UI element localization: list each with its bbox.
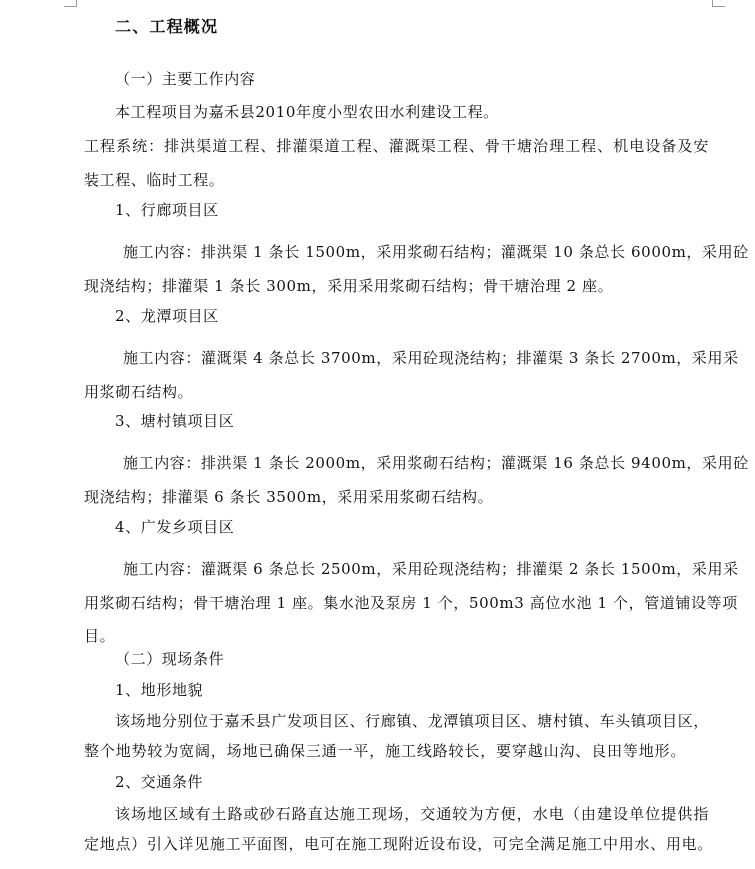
traffic-line-2: 定地点）引入详见施工平面图，电可在施工现附近设布设，可完全满足施工中用水、用电。: [84, 835, 713, 853]
area-guangfa-line-2: 用浆砌石结构；骨干塘治理 1 座。集水池及泵房 1 个，500m3 高位水池 1 个，管道铺设等项: [84, 594, 738, 612]
area-title-longtan: 2、龙潭项目区: [115, 307, 219, 325]
area-longtan-line-2: 用浆砌石结构。: [84, 383, 194, 401]
area-tangcun-line-2: 现浇结构；排灌渠 6 条长 3500m，采用采用浆砌石结构。: [84, 488, 494, 506]
area-longtan-line-1: 施工内容：灌溉渠 4 条总长 3700m，采用砼现浇结构；排灌渠 3 条长 2700m，采用采: [123, 349, 739, 367]
area-title-tangcun: 3、塘村镇项目区: [115, 412, 235, 430]
system-text-line-2: 装工程、临时工程。: [84, 171, 225, 189]
area-title-xinglang: 1、行廊项目区: [115, 201, 219, 219]
area-guangfa-line-3: 目。: [84, 627, 116, 645]
terrain-line-1: 该场地分别位于嘉禾县广发项目区、行廊镇、龙潭镇项目区、塘村镇、车头镇项目区，: [115, 712, 709, 730]
page-corner-mark-right: [712, 0, 725, 7]
terrain-line-2: 整个地势较为宽阔，场地已确保三通一平，施工线路较长，要穿越山沟、良田等地形。: [84, 742, 686, 760]
traffic-title: 2、交通条件: [115, 773, 204, 791]
system-text-line-1: 工程系统：排洪渠道工程、排灌渠道工程、灌溉渠工程、骨干塘治理工程、机电设备及安: [84, 137, 709, 155]
area-guangfa-line-1: 施工内容：灌溉渠 6 条总长 2500m，采用砼现浇结构；排灌渠 2 条长 1500m，采用采: [123, 560, 739, 578]
area-xinglang-line-2: 现浇结构；排灌渠 1 条长 300m，采用采用浆砌石结构；骨干塘治理 2 座。: [84, 277, 614, 295]
project-intro-text: 本工程项目为嘉禾县2010年度小型农田水利建设工程。: [115, 103, 499, 121]
page-corner-mark-left: [64, 0, 77, 7]
area-xinglang-line-1: 施工内容：排洪渠 1 条长 1500m，采用浆砌石结构；灌溉渠 10 条总长 6000m，采用砼: [123, 243, 749, 261]
section-main-work-title: （一）主要工作内容: [115, 70, 256, 88]
heading-engineering-overview: 二、工程概况: [115, 17, 219, 36]
traffic-line-1: 该场地区域有土路或砂石路直达施工现场，交通较为方便，水电（由建设单位提供指: [115, 805, 709, 823]
area-title-guangfa: 4、广发乡项目区: [115, 518, 235, 536]
area-tangcun-line-1: 施工内容：排洪渠 1 条长 2000m，采用浆砌石结构；灌溉渠 16 条总长 9400m，采用砼: [123, 454, 749, 472]
section-site-conditions-title: （二）现场条件: [115, 650, 225, 668]
terrain-title: 1、地形地貌: [115, 681, 204, 699]
